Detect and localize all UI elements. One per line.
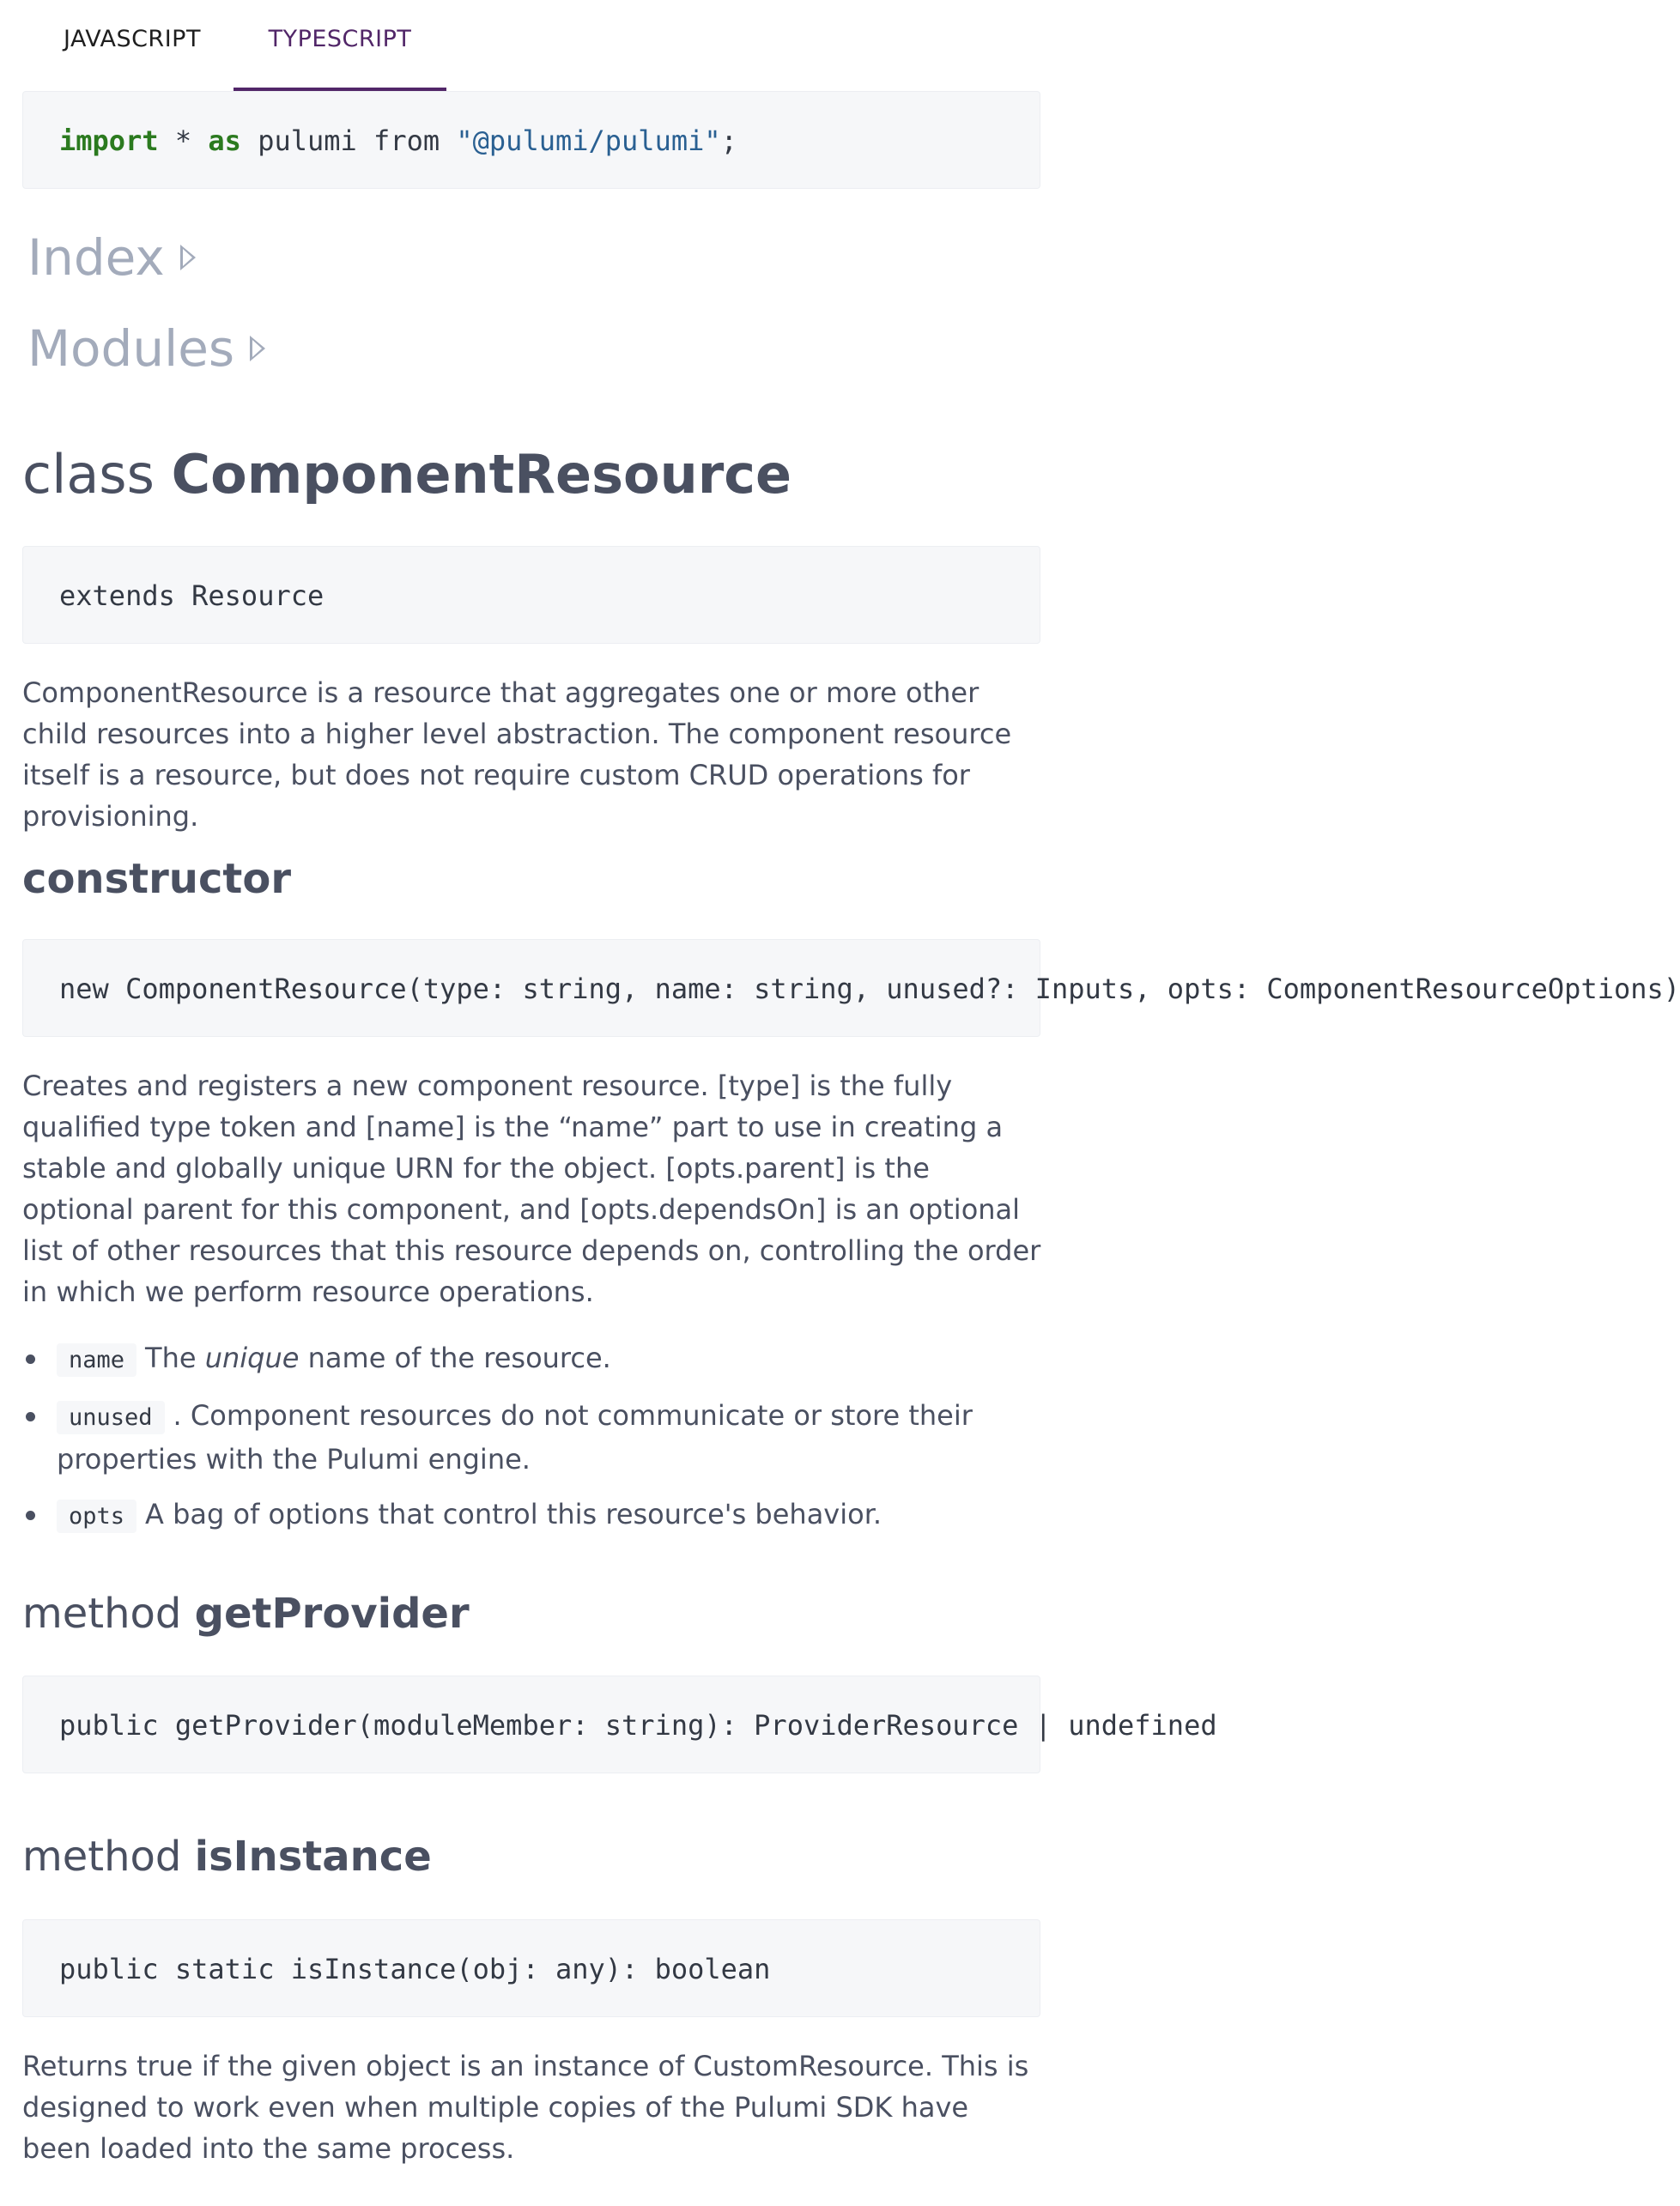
method-prefix: method: [22, 1590, 182, 1638]
index-label: Index: [27, 228, 165, 287]
param-text: The: [145, 1342, 205, 1374]
constructor-code-block: [22, 939, 1680, 1037]
constructor-signature: new ComponentResource(type: string, name: string, unused?: Inputs, opts: ComponentResourceOptions): [59, 973, 1680, 1005]
import-code-block: [22, 91, 1040, 189]
constructor-heading: [22, 855, 291, 903]
class-heading: [22, 443, 791, 506]
param-code: name: [57, 1343, 136, 1377]
class-name: ComponentResource: [171, 443, 792, 506]
param-code: unused: [57, 1401, 165, 1434]
keyword-as: as: [208, 124, 241, 157]
keyword-import: import: [59, 124, 159, 157]
tab-javascript[interactable]: JAVASCRIPT: [64, 26, 201, 52]
list-item: [22, 1337, 1044, 1381]
class-prefix: class: [22, 443, 155, 506]
isinstance-signature: public static isInstance(obj: any): boolean: [59, 1953, 771, 1985]
param-code: opts: [57, 1500, 136, 1533]
expand-triangle-icon: [180, 245, 196, 270]
method-name: isInstance: [194, 1833, 432, 1881]
language-tabs: [0, 0, 1061, 91]
param-text: . Component resources do not communicate or store their properties with the Pulumi engine.: [57, 1399, 973, 1476]
isinstance-heading: [22, 1833, 432, 1881]
import-name: pulumi: [258, 124, 357, 157]
isinstance-description: Returns true if the given object is an instance of CustomResource. This is designed to work even when multiple copies of the Pulumi SDK have been loaded into the same process.: [22, 2050, 1029, 2165]
getprovider-code-block: [22, 1676, 1217, 1773]
list-item: [22, 1395, 1044, 1480]
param-text: A bag of options that control this resource's behavior.: [145, 1498, 882, 1530]
constructor-description: Creates and registers a new component resource. [type] is the fully qualified type token and [name] is the “name” part to use in creating a stable and globally unique URN for the object. [opts.parent] is the optional parent for this component, and [opts.dependsOn] is an optional list of other resources that this resource depends on, controlling the order in which we perform resource operations.: [22, 1070, 1041, 1308]
constructor-params: [22, 1337, 1044, 1551]
modules-toggle[interactable]: [27, 314, 265, 383]
param-text: name of the resource.: [299, 1342, 611, 1374]
import-module: "@pulumi/pulumi": [456, 124, 721, 157]
param-emphasis: unique: [204, 1342, 300, 1374]
constructor-title: constructor: [22, 855, 292, 903]
modules-label: Modules: [27, 319, 235, 378]
method-prefix: method: [22, 1833, 182, 1881]
expand-triangle-icon: [250, 336, 265, 361]
getprovider-signature: public getProvider(moduleMember: string): ProviderResource | undefined: [59, 1709, 1217, 1742]
isinstance-code-block: [22, 1919, 1040, 2017]
index-toggle[interactable]: [27, 223, 196, 292]
tab-typescript[interactable]: TYPESCRIPT: [234, 0, 446, 91]
import-semicolon: ;: [720, 124, 737, 157]
keyword-from: from: [373, 124, 440, 157]
class-description: ComponentResource is a resource that aggregates one or more other child resources into a higher level abstraction. The component resource itself is a resource, but does not require custom CRUD operations for provisioning.: [22, 676, 1012, 833]
list-item: [22, 1494, 1044, 1537]
extends-code-block: [22, 546, 1040, 644]
getprovider-heading: [22, 1590, 470, 1638]
method-name: getProvider: [194, 1590, 470, 1638]
extends-signature: extends Resource: [59, 579, 324, 612]
import-star: *: [174, 124, 192, 157]
